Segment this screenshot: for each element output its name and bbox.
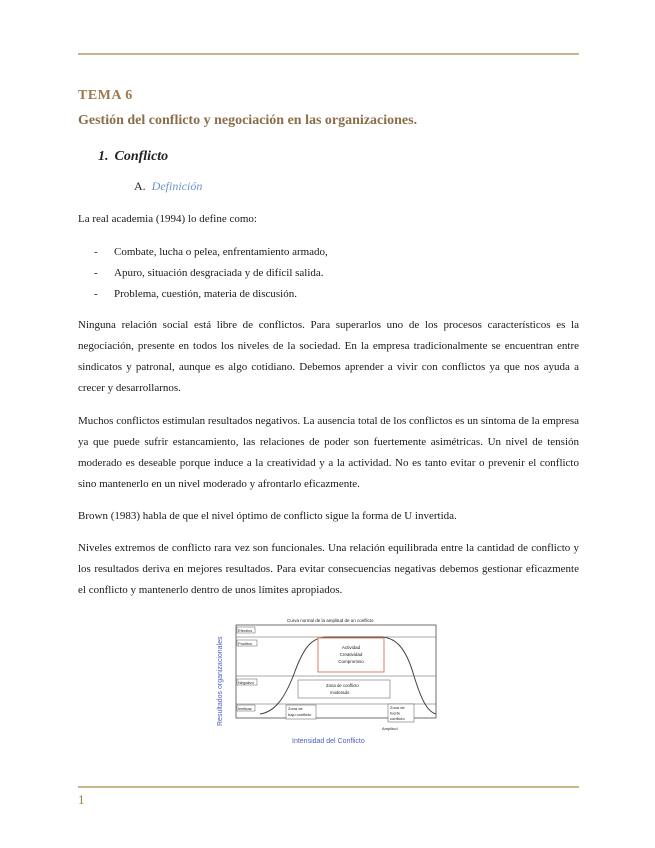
page-number: 1 <box>78 792 85 807</box>
box-text: moderado <box>330 690 350 695</box>
paragraph: Niveles extremos de conflicto rara vez son funcionales. Una relación equilibrada entre la cantidad de conflicto y los resultados deriva en mejores resultados. Para evitar consecuencias negativas debemos gestionar eficazmente el conflicto y mantenerlo dentro de unos límites apropiados. <box>78 542 579 596</box>
conflict-curve-diagram <box>212 608 450 748</box>
level-label: Positivo <box>238 640 253 646</box>
box-text: conflicto <box>390 716 405 721</box>
figure-caption: Curva normal de la amplitud de un conflicto <box>287 618 374 623</box>
box-text: Creatividad <box>339 652 363 657</box>
box-text: Compromiso <box>338 659 364 664</box>
list-item: - Combate, lucha o pelea, enfrentamiento armado, <box>94 242 328 263</box>
paragraph: Ninguna relación social está libre de conflictos. Para superarlos uno de los procesos característicos es la negociación, presente en todos los niveles de la sociedad. En la empresa tradicionalmente se encuentran entre sindicatos y patronal, aunque es algo cotidiano. Debemos aprender a vivir con conflictos ya que nos ayuda a crecer y desarrollarnos. <box>78 319 579 394</box>
x-end-label: Amplitud <box>382 726 398 731</box>
section-number: 1. <box>98 149 109 164</box>
conflict-figure <box>212 608 450 748</box>
chapter-title: Gestión del conflicto y negociación en las organizaciones. <box>78 113 418 128</box>
paragraph: Brown (1983) habla de que el nivel óptimo de conflicto sigue la forma de U invertida. <box>78 510 457 522</box>
x-axis-title: Intensidad del Conflicto <box>292 738 365 745</box>
intro-text: La real academia (1994) lo define como: <box>78 213 257 225</box>
box-text: fuerte <box>390 710 401 716</box>
box-text: Zona de conflicto <box>326 683 359 688</box>
paragraph: Muchos conflictos estimulan resultados negativos. La ausencia total de los conflictos es un síntoma de la empresa ya que puede sufrir estancamiento, las relaciones de poder son fuertemente asimétricas. Un nivel de tensión moderado es deseable porque induce a la creatividad y a la actividad. No es tanto evitar o prevenir el conflicto sino mantenerlo en un nivel moderado y afrontarlo eficazmente. <box>78 415 579 490</box>
section-heading <box>98 149 168 165</box>
level-label: Ineficaz <box>238 705 252 711</box>
subsection-title: Definición <box>151 179 203 193</box>
footer-rule <box>78 786 579 788</box>
section-title: Conflicto <box>114 149 169 164</box>
level-label: Efectivo <box>238 627 253 633</box>
level-label: Negativo <box>238 679 254 685</box>
subsection-letter: A. <box>134 179 146 193</box>
box-text: Actividad <box>341 645 361 650</box>
list-item: - Apuro, situación desgraciada y de difícil salida. <box>94 263 328 284</box>
list-item: - Problema, cuestión, materia de discusión. <box>94 284 328 305</box>
box-text: Zona de <box>288 706 303 711</box>
chapter-label: TEMA 6 <box>78 88 133 103</box>
box-text: Zona de <box>390 705 405 710</box>
y-axis-title: Resultados organizacionales <box>217 636 224 726</box>
box-text: bajo conflicto <box>288 712 312 717</box>
header-rule <box>78 53 579 55</box>
subsection-heading <box>134 179 202 194</box>
definition-list <box>94 242 328 305</box>
